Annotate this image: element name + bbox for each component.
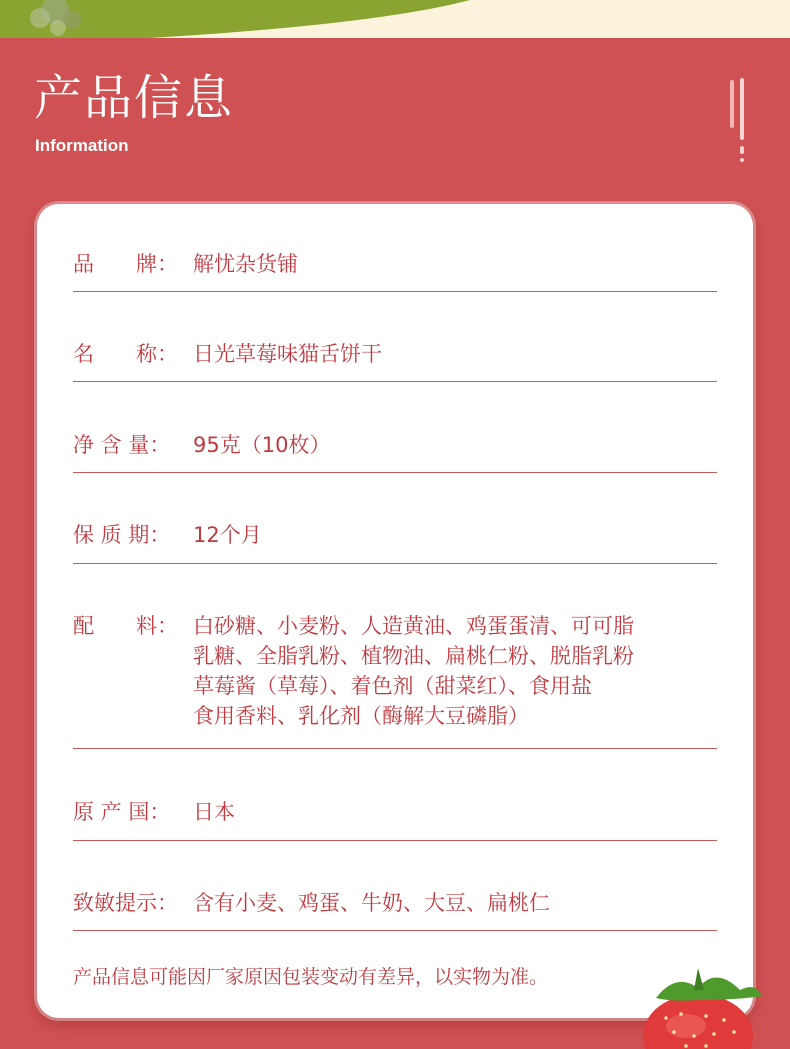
row-label: 配 料： (73, 614, 178, 638)
row-label: 名 称： (73, 342, 178, 366)
info-row-allergen (73, 888, 717, 931)
row-value: 解忧杂货铺 (193, 252, 298, 276)
info-row-origin (73, 797, 717, 841)
strawberry-image (636, 966, 766, 1049)
row-value: 12个月 (193, 523, 262, 547)
page-subtitle: Information (35, 136, 129, 155)
row-label: 原 产 国： (73, 800, 171, 824)
row-label: 致敏提示： (73, 891, 178, 915)
vertical-lines-decoration (728, 78, 758, 168)
info-row-brand (73, 249, 717, 292)
info-row-shelf-life (73, 520, 717, 564)
row-label: 净 含 量： (73, 433, 171, 457)
leaf-decoration (0, 0, 790, 38)
row-label: 保 质 期： (73, 523, 171, 547)
info-row-net-weight (73, 430, 717, 473)
info-row-name (73, 339, 717, 382)
top-banner (0, 0, 790, 38)
matcha-powder-image (0, 0, 100, 38)
row-value: 含有小麦、鸡蛋、牛奶、大豆、扁桃仁 (193, 891, 550, 915)
page-title: 产品信息 (34, 70, 235, 126)
row-value: 95克（10枚） (193, 433, 331, 457)
footer-note: 产品信息可能因厂家原因包装变动有差异，以实物为准。 (73, 966, 549, 988)
row-value: 日光草莓味猫舌饼干 (193, 342, 382, 366)
row-label: 品 牌： (73, 252, 178, 276)
row-value: 白砂糖、小麦粉、人造黄油、鸡蛋蛋清、可可脂 乳糖、全脂乳粉、植物油、扁桃仁粉、脱脂乳粉 草莓酱（草莓）、着色剂（甜菜红）、食用盐 食用香料、乳化剂（酶解大豆磷脂） (193, 614, 634, 728)
row-value: 日本 (193, 800, 235, 824)
info-row-ingredients (73, 611, 717, 749)
product-info-card (37, 204, 753, 1018)
